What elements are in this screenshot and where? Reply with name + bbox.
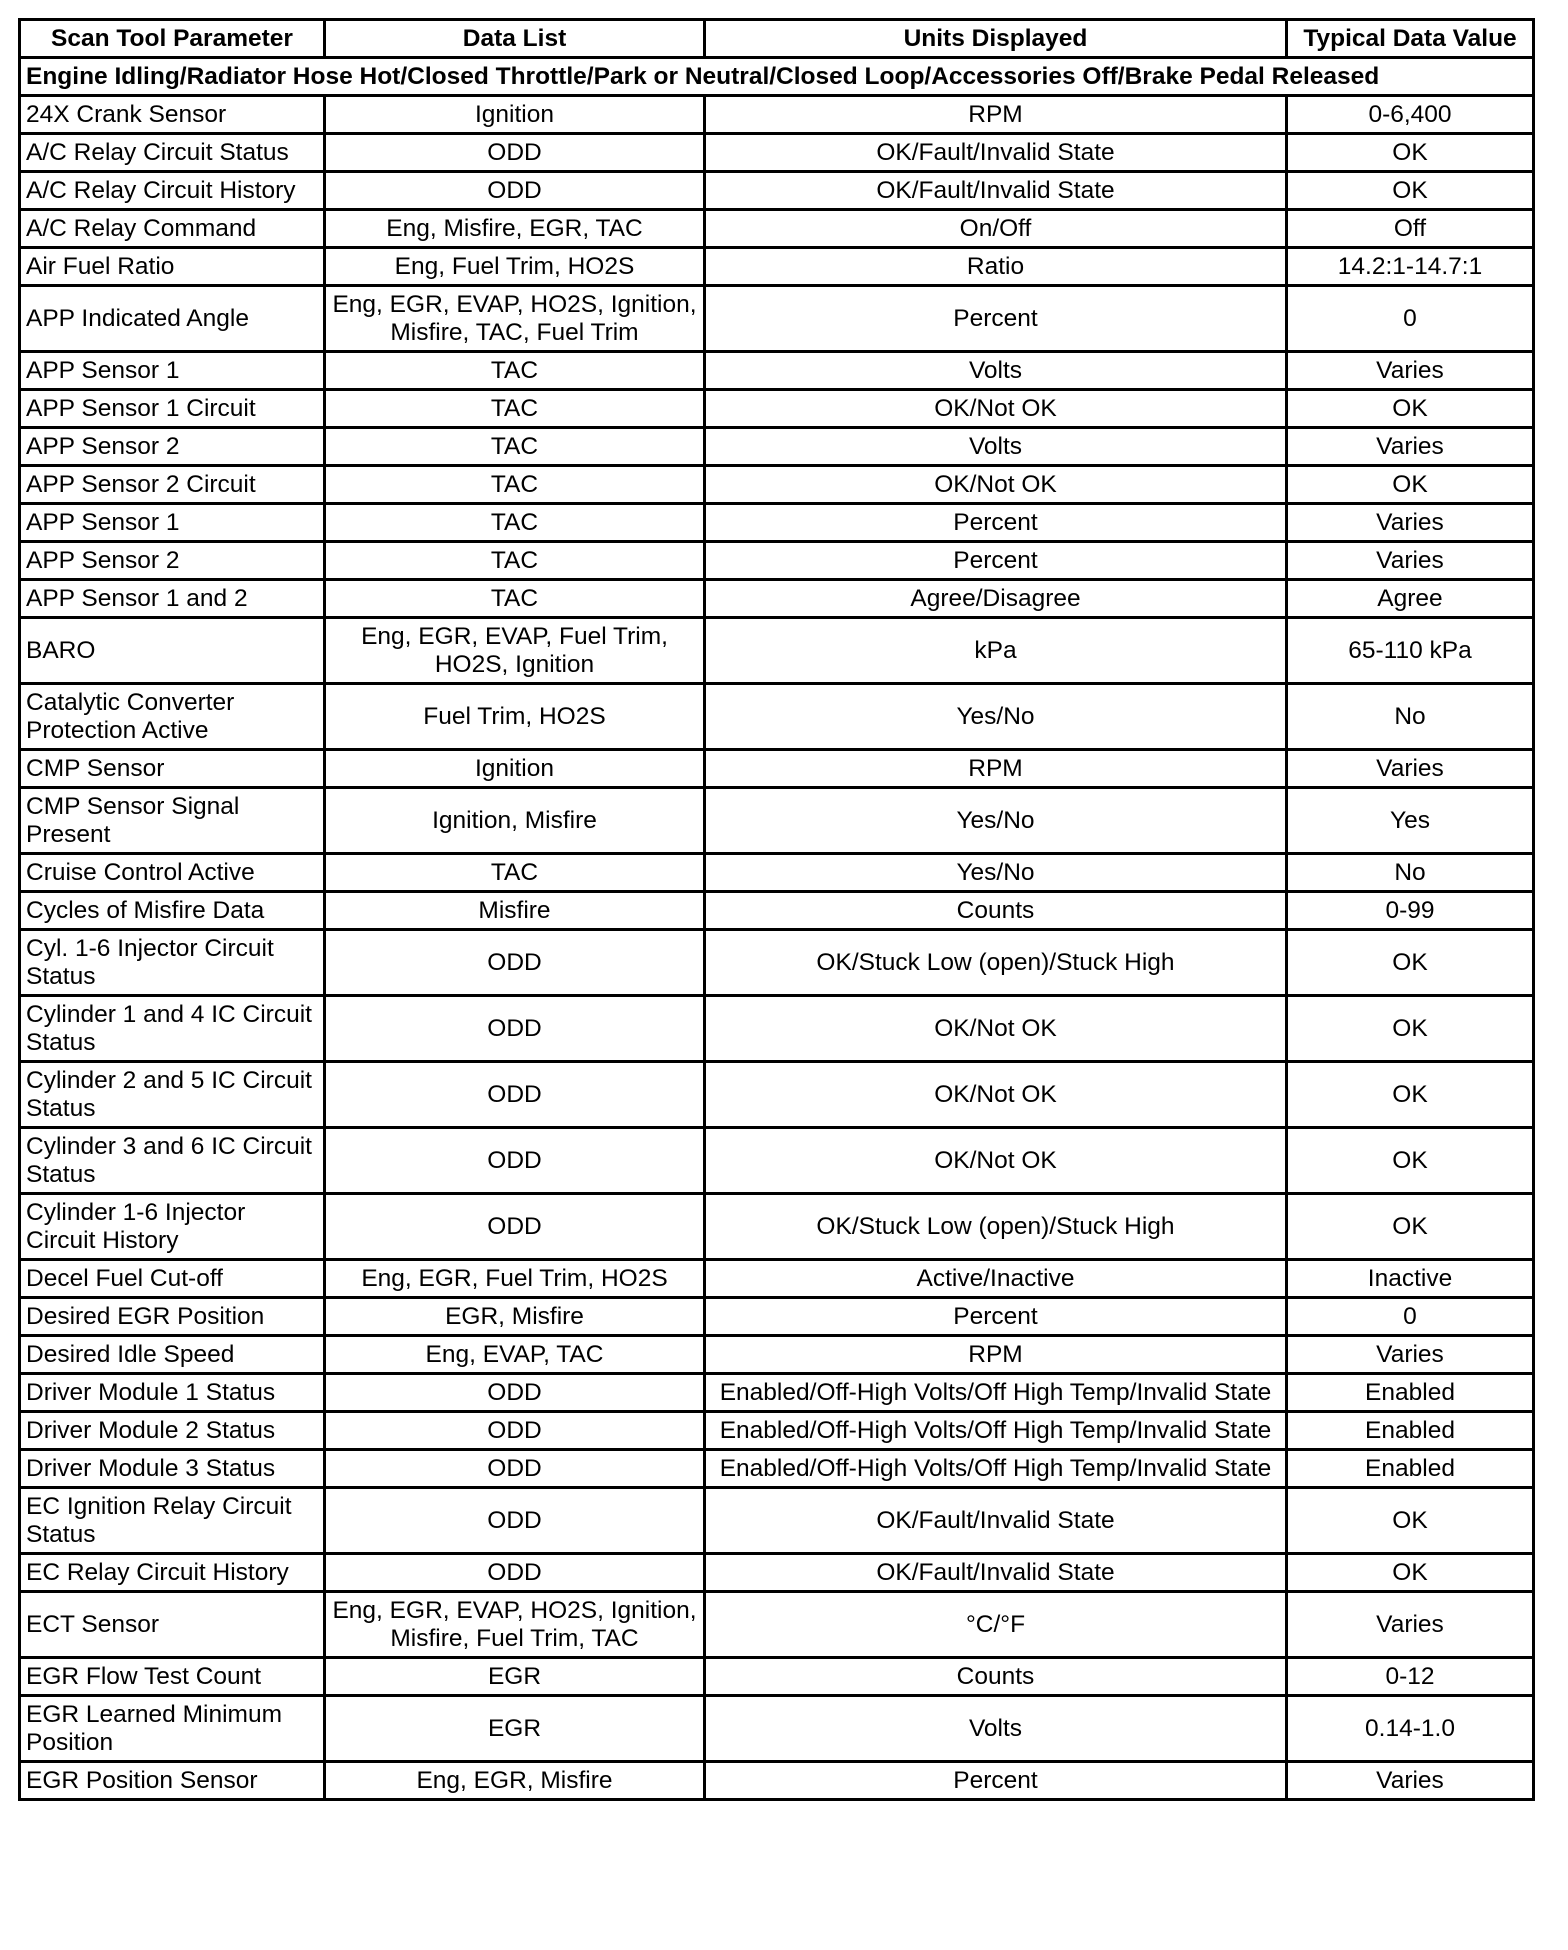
parameter-cell: EC Relay Circuit History <box>20 1554 325 1592</box>
units-cell: Percent <box>705 1298 1287 1336</box>
table-row <box>20 684 1534 750</box>
data-list-cell: Ignition, Misfire <box>325 788 705 854</box>
parameter-cell: Cyl. 1-6 Injector Circuit Status <box>20 930 325 996</box>
scan-tool-data-table <box>18 18 1535 1801</box>
data-list-cell: EGR, Misfire <box>325 1298 705 1336</box>
table-row <box>20 1128 1534 1194</box>
table-row <box>20 286 1534 352</box>
data-list-cell: TAC <box>325 580 705 618</box>
data-list-cell: Ignition <box>325 750 705 788</box>
table-row <box>20 428 1534 466</box>
data-list-cell: Misfire <box>325 892 705 930</box>
units-cell: Percent <box>705 504 1287 542</box>
units-cell: OK/Fault/Invalid State <box>705 172 1287 210</box>
parameter-cell: APP Sensor 2 <box>20 428 325 466</box>
data-list-cell: EGR <box>325 1658 705 1696</box>
units-cell: OK/Stuck Low (open)/Stuck High <box>705 1194 1287 1260</box>
units-cell: °C/°F <box>705 1592 1287 1658</box>
typical-value-cell: OK <box>1287 996 1534 1062</box>
units-cell: OK/Not OK <box>705 1062 1287 1128</box>
typical-value-cell: Varies <box>1287 1336 1534 1374</box>
data-list-cell: ODD <box>325 1128 705 1194</box>
units-cell: OK/Not OK <box>705 466 1287 504</box>
parameter-cell: BARO <box>20 618 325 684</box>
table-row <box>20 134 1534 172</box>
header-typical-data-value: Typical Data Value <box>1287 20 1534 58</box>
table-row <box>20 1658 1534 1696</box>
units-cell: kPa <box>705 618 1287 684</box>
parameter-cell: EC Ignition Relay Circuit Status <box>20 1488 325 1554</box>
typical-value-cell: Varies <box>1287 428 1534 466</box>
typical-value-cell: OK <box>1287 134 1534 172</box>
parameter-cell: APP Sensor 1 and 2 <box>20 580 325 618</box>
table-row <box>20 1194 1534 1260</box>
table-row <box>20 210 1534 248</box>
parameter-cell: APP Sensor 1 <box>20 504 325 542</box>
data-list-cell: TAC <box>325 390 705 428</box>
operating-condition-row <box>20 58 1534 96</box>
units-cell: OK/Not OK <box>705 1128 1287 1194</box>
table-row <box>20 172 1534 210</box>
typical-value-cell: 0 <box>1287 286 1534 352</box>
parameter-cell: Driver Module 2 Status <box>20 1412 325 1450</box>
typical-value-cell: Varies <box>1287 352 1534 390</box>
typical-value-cell: OK <box>1287 1062 1534 1128</box>
table-row <box>20 1554 1534 1592</box>
table-row <box>20 854 1534 892</box>
data-list-cell: TAC <box>325 504 705 542</box>
units-cell: Enabled/Off-High Volts/Off High Temp/Invalid State <box>705 1374 1287 1412</box>
parameter-cell: APP Sensor 1 <box>20 352 325 390</box>
data-list-cell: ODD <box>325 1374 705 1412</box>
data-list-cell: ODD <box>325 1194 705 1260</box>
units-cell: OK/Fault/Invalid State <box>705 1488 1287 1554</box>
typical-value-cell: Enabled <box>1287 1374 1534 1412</box>
table-row <box>20 1762 1534 1800</box>
data-list-cell: Eng, EGR, Fuel Trim, HO2S <box>325 1260 705 1298</box>
units-cell: Percent <box>705 542 1287 580</box>
typical-value-cell: 0 <box>1287 1298 1534 1336</box>
header-units-displayed: Units Displayed <box>705 20 1287 58</box>
table-row <box>20 1592 1534 1658</box>
data-list-cell: Fuel Trim, HO2S <box>325 684 705 750</box>
parameter-cell: CMP Sensor Signal Present <box>20 788 325 854</box>
typical-value-cell: Varies <box>1287 504 1534 542</box>
typical-value-cell: OK <box>1287 466 1534 504</box>
table-row <box>20 1488 1534 1554</box>
table-row <box>20 390 1534 428</box>
units-cell: Agree/Disagree <box>705 580 1287 618</box>
data-list-cell: EGR <box>325 1696 705 1762</box>
units-cell: Counts <box>705 892 1287 930</box>
data-list-cell: ODD <box>325 172 705 210</box>
table-row <box>20 1336 1534 1374</box>
parameter-cell: EGR Position Sensor <box>20 1762 325 1800</box>
units-cell: Enabled/Off-High Volts/Off High Temp/Invalid State <box>705 1450 1287 1488</box>
data-list-cell: ODD <box>325 1488 705 1554</box>
typical-value-cell: Varies <box>1287 1762 1534 1800</box>
typical-value-cell: Enabled <box>1287 1412 1534 1450</box>
data-list-cell: TAC <box>325 428 705 466</box>
parameter-cell: Desired EGR Position <box>20 1298 325 1336</box>
data-list-cell: Ignition <box>325 96 705 134</box>
data-list-cell: Eng, EVAP, TAC <box>325 1336 705 1374</box>
typical-value-cell: Varies <box>1287 542 1534 580</box>
table-header <box>20 20 1534 58</box>
data-list-cell: Eng, Misfire, EGR, TAC <box>325 210 705 248</box>
typical-value-cell: 0-6,400 <box>1287 96 1534 134</box>
data-list-cell: ODD <box>325 134 705 172</box>
typical-value-cell: OK <box>1287 930 1534 996</box>
units-cell: Volts <box>705 352 1287 390</box>
table-row <box>20 930 1534 996</box>
typical-value-cell: Varies <box>1287 1592 1534 1658</box>
units-cell: Yes/No <box>705 684 1287 750</box>
typical-value-cell: 14.2:1-14.7:1 <box>1287 248 1534 286</box>
parameter-cell: APP Sensor 1 Circuit <box>20 390 325 428</box>
table-row <box>20 352 1534 390</box>
table-row <box>20 996 1534 1062</box>
units-cell: Yes/No <box>705 788 1287 854</box>
typical-value-cell: OK <box>1287 390 1534 428</box>
parameter-cell: Cruise Control Active <box>20 854 325 892</box>
table-row <box>20 466 1534 504</box>
table-row <box>20 1260 1534 1298</box>
table-row <box>20 1298 1534 1336</box>
table-row <box>20 1412 1534 1450</box>
table-row <box>20 248 1534 286</box>
header-row <box>20 20 1534 58</box>
parameter-cell: APP Sensor 2 <box>20 542 325 580</box>
parameter-cell: Catalytic Converter Protection Active <box>20 684 325 750</box>
parameter-cell: Cylinder 3 and 6 IC Circuit Status <box>20 1128 325 1194</box>
data-list-cell: TAC <box>325 854 705 892</box>
typical-value-cell: Agree <box>1287 580 1534 618</box>
parameter-cell: EGR Learned Minimum Position <box>20 1696 325 1762</box>
typical-value-cell: Off <box>1287 210 1534 248</box>
typical-value-cell: OK <box>1287 172 1534 210</box>
table-row <box>20 504 1534 542</box>
table-row <box>20 1374 1534 1412</box>
units-cell: OK/Not OK <box>705 996 1287 1062</box>
table-row <box>20 1696 1534 1762</box>
table-row <box>20 580 1534 618</box>
units-cell: RPM <box>705 96 1287 134</box>
parameter-cell: Air Fuel Ratio <box>20 248 325 286</box>
table-row <box>20 788 1534 854</box>
table-row <box>20 96 1534 134</box>
units-cell: Volts <box>705 428 1287 466</box>
typical-value-cell: 0-99 <box>1287 892 1534 930</box>
units-cell: RPM <box>705 1336 1287 1374</box>
parameter-cell: Driver Module 3 Status <box>20 1450 325 1488</box>
typical-value-cell: OK <box>1287 1488 1534 1554</box>
typical-value-cell: Enabled <box>1287 1450 1534 1488</box>
units-cell: OK/Stuck Low (open)/Stuck High <box>705 930 1287 996</box>
typical-value-cell: 0.14-1.0 <box>1287 1696 1534 1762</box>
units-cell: Counts <box>705 1658 1287 1696</box>
parameter-cell: Driver Module 1 Status <box>20 1374 325 1412</box>
parameter-cell: Cylinder 1-6 Injector Circuit History <box>20 1194 325 1260</box>
data-list-cell: Eng, EGR, EVAP, HO2S, Ignition, Misfire, Fuel Trim, TAC <box>325 1592 705 1658</box>
parameter-cell: A/C Relay Circuit Status <box>20 134 325 172</box>
header-data-list: Data List <box>325 20 705 58</box>
parameter-cell: APP Sensor 2 Circuit <box>20 466 325 504</box>
units-cell: Volts <box>705 1696 1287 1762</box>
typical-value-cell: OK <box>1287 1194 1534 1260</box>
data-list-cell: ODD <box>325 996 705 1062</box>
parameter-cell: Cylinder 2 and 5 IC Circuit Status <box>20 1062 325 1128</box>
typical-value-cell: No <box>1287 854 1534 892</box>
units-cell: OK/Not OK <box>705 390 1287 428</box>
parameter-cell: Desired Idle Speed <box>20 1336 325 1374</box>
data-list-cell: Eng, EGR, Misfire <box>325 1762 705 1800</box>
units-cell: On/Off <box>705 210 1287 248</box>
parameter-cell: Cylinder 1 and 4 IC Circuit Status <box>20 996 325 1062</box>
data-list-cell: ODD <box>325 1062 705 1128</box>
parameter-cell: 24X Crank Sensor <box>20 96 325 134</box>
units-cell: Percent <box>705 286 1287 352</box>
table-row <box>20 892 1534 930</box>
units-cell: Active/Inactive <box>705 1260 1287 1298</box>
data-list-cell: ODD <box>325 1554 705 1592</box>
table-row <box>20 542 1534 580</box>
table-row <box>20 1450 1534 1488</box>
typical-value-cell: No <box>1287 684 1534 750</box>
operating-condition: Engine Idling/Radiator Hose Hot/Closed Throttle/Park or Neutral/Closed Loop/Accessories Off/Brake Pedal Released <box>20 58 1534 96</box>
data-list-cell: Eng, Fuel Trim, HO2S <box>325 248 705 286</box>
units-cell: OK/Fault/Invalid State <box>705 1554 1287 1592</box>
units-cell: Percent <box>705 1762 1287 1800</box>
parameter-cell: Decel Fuel Cut-off <box>20 1260 325 1298</box>
table-body <box>20 58 1534 1800</box>
data-list-cell: ODD <box>325 1412 705 1450</box>
table-row <box>20 618 1534 684</box>
units-cell: Ratio <box>705 248 1287 286</box>
parameter-cell: CMP Sensor <box>20 750 325 788</box>
data-list-cell: TAC <box>325 466 705 504</box>
typical-value-cell: 65-110 kPa <box>1287 618 1534 684</box>
typical-value-cell: OK <box>1287 1128 1534 1194</box>
units-cell: Enabled/Off-High Volts/Off High Temp/Invalid State <box>705 1412 1287 1450</box>
parameter-cell: A/C Relay Circuit History <box>20 172 325 210</box>
data-list-cell: TAC <box>325 542 705 580</box>
data-list-cell: Eng, EGR, EVAP, HO2S, Ignition, Misfire, TAC, Fuel Trim <box>325 286 705 352</box>
typical-value-cell: Yes <box>1287 788 1534 854</box>
typical-value-cell: 0-12 <box>1287 1658 1534 1696</box>
table-row <box>20 750 1534 788</box>
table-row <box>20 1062 1534 1128</box>
units-cell: RPM <box>705 750 1287 788</box>
parameter-cell: A/C Relay Command <box>20 210 325 248</box>
parameter-cell: Cycles of Misfire Data <box>20 892 325 930</box>
typical-value-cell: Varies <box>1287 750 1534 788</box>
typical-value-cell: Inactive <box>1287 1260 1534 1298</box>
parameter-cell: EGR Flow Test Count <box>20 1658 325 1696</box>
typical-value-cell: OK <box>1287 1554 1534 1592</box>
data-list-cell: Eng, EGR, EVAP, Fuel Trim, HO2S, Ignition <box>325 618 705 684</box>
data-list-cell: ODD <box>325 930 705 996</box>
header-scan-tool-parameter: Scan Tool Parameter <box>20 20 325 58</box>
data-list-cell: TAC <box>325 352 705 390</box>
units-cell: Yes/No <box>705 854 1287 892</box>
data-list-cell: ODD <box>325 1450 705 1488</box>
units-cell: OK/Fault/Invalid State <box>705 134 1287 172</box>
parameter-cell: APP Indicated Angle <box>20 286 325 352</box>
parameter-cell: ECT Sensor <box>20 1592 325 1658</box>
